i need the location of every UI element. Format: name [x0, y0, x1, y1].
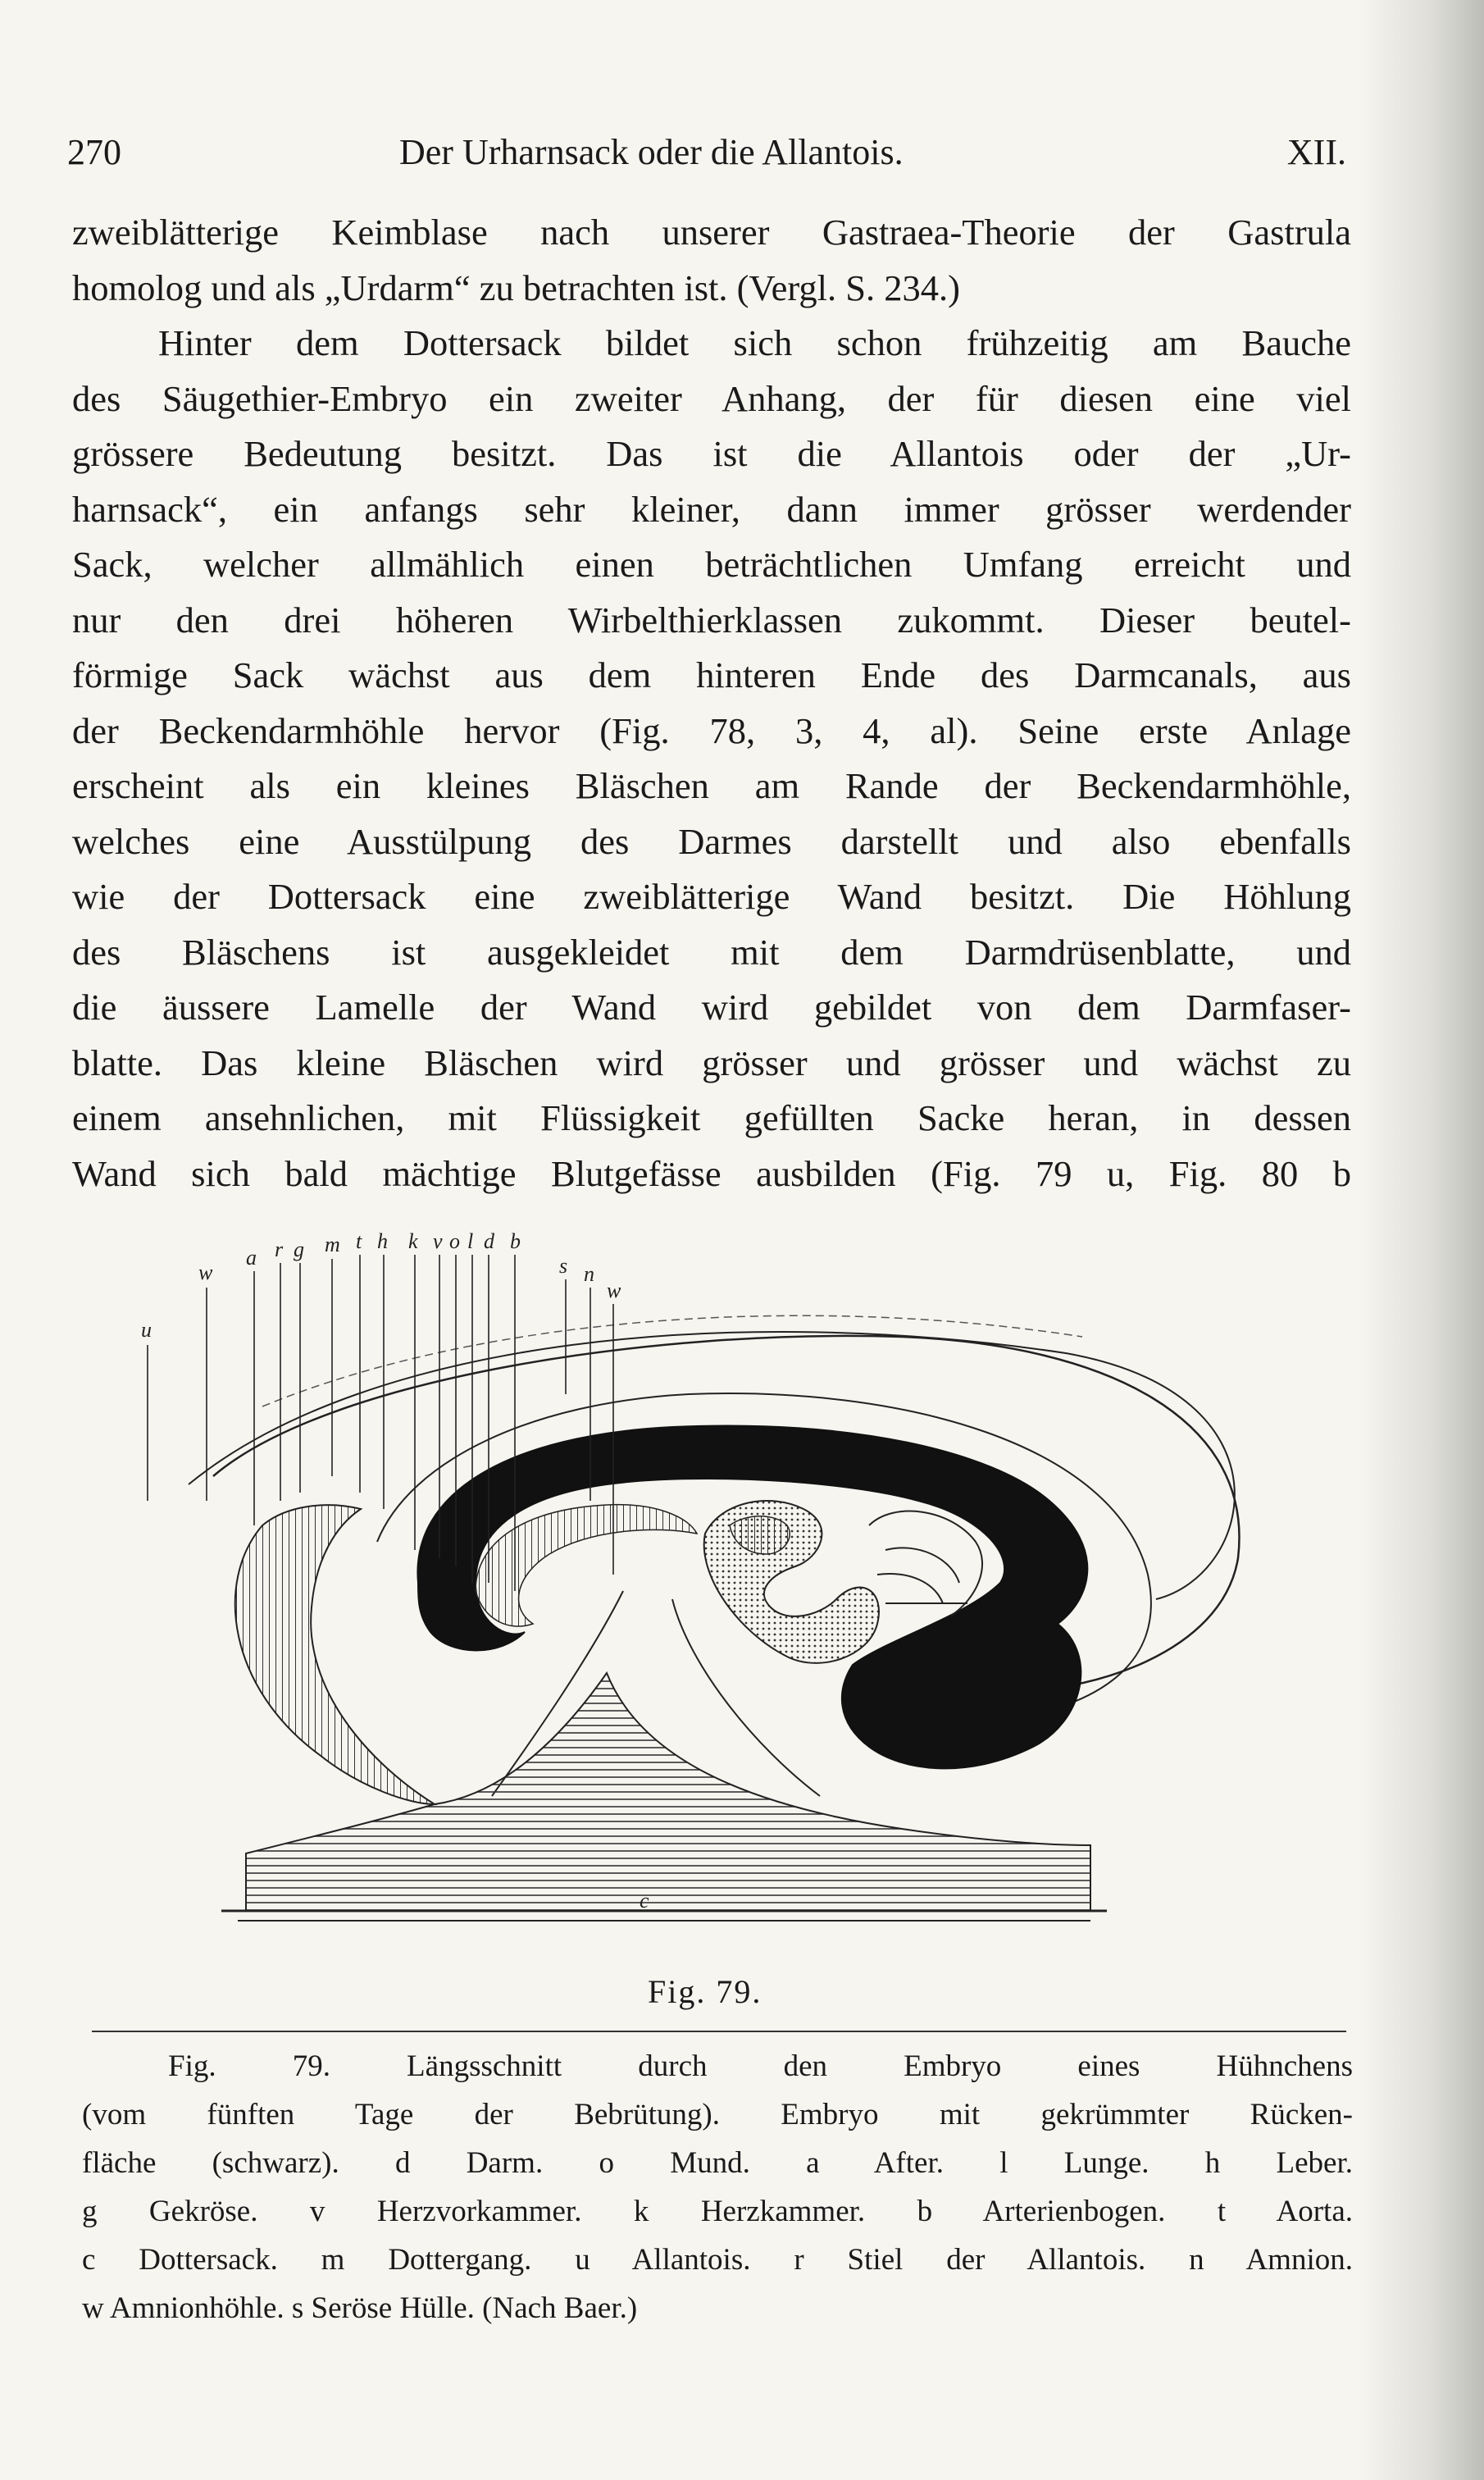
body-line: förmige Sack wächst aus dem hinteren Ende des Darmcanals, aus — [72, 654, 1351, 695]
chapter-number: XII. — [1286, 132, 1346, 172]
body-line: Wand sich bald mächtige Blutgefässe ausbilden (Fig. 79 u, Fig. 80 b — [72, 1152, 1351, 1194]
fig-label-t: t — [356, 1229, 362, 1253]
running-header — [67, 131, 1346, 180]
body-line: einem ansehnlichen, mit Flüssigkeit gefüllten Sacke heran, in dessen — [72, 1097, 1351, 1138]
caption-line: (vom fünften Tage der Bebrütung). Embryo mit gekrümmter Rücken- — [82, 2098, 1353, 2131]
body-line: erscheint als ein kleines Bläschen am Rande der Beckendarmhöhle, — [72, 765, 1351, 806]
body-line: zweiblätterige Keimblase nach unserer Gastraea-Theorie der Gastrula — [72, 212, 1351, 253]
caption-line: fläche (schwarz). d Darm. o Mund. a After. l Lunge. h Leber. — [82, 2146, 1353, 2180]
fig-label-w2: w — [607, 1279, 621, 1302]
body-line: welches eine Ausstülpung des Darmes darstellt und also ebenfalls — [72, 820, 1351, 862]
page-number: 270 — [67, 132, 121, 172]
body-line: des Bläschens ist ausgekleidet mit dem Darmdrüsenblatte, und — [72, 931, 1351, 973]
fig-label-n: n — [584, 1262, 594, 1286]
body-line: wie der Dottersack eine zweiblätterige Wand besitzt. Die Höhlung — [72, 876, 1351, 917]
body-line: homolog und als „Urdarm“ zu betrachten ist. (Vergl. S. 234.) — [72, 267, 960, 308]
fig-label-m: m — [325, 1233, 340, 1256]
fig-label-c: c — [640, 1889, 649, 1912]
body-line: grössere Bedeutung besitzt. Das ist die Allantois oder der „Ur- — [72, 433, 1351, 474]
fig-label-b: b — [510, 1229, 521, 1253]
figure-caption — [82, 2042, 1353, 2332]
fig-label-r: r — [275, 1238, 284, 1261]
fig-label-o: o — [449, 1229, 460, 1253]
fig-label-v: v — [433, 1229, 443, 1253]
scan-edge-shadow — [1361, 0, 1484, 2480]
body-line: die äussere Lamelle der Wand wird gebildet von dem Darmfaser- — [72, 987, 1351, 1028]
fig-label-d: d — [484, 1229, 494, 1253]
body-line: nur den drei höheren Wirbelthierklassen zukommt. Dieser beutel- — [72, 599, 1351, 641]
body-line: der Beckendarmhöhle hervor (Fig. 78, 3, 4, al). Seine erste Anlage — [72, 709, 1351, 751]
body-line: harnsack“, ein anfangs sehr kleiner, dann immer grösser werdender — [72, 488, 1351, 530]
body-line: Sack, welcher allmählich einen beträchtlichen Umfang erreicht und — [72, 544, 1351, 585]
caption-line: Fig. 79. Längsschnitt durch den Embryo eines Hühnchens — [168, 2049, 1353, 2083]
fig-label-u: u — [141, 1318, 152, 1342]
caption-line: g Gekröse. v Herzvorkammer. k Herzkammer. b Arterienbogen. t Aorta. — [82, 2195, 1353, 2228]
caption-line: w Amnionhöhle. s Seröse Hülle. (Nach Baer.) — [82, 2291, 638, 2325]
caption-line: c Dottersack. m Dottergang. u Allantois. r Stiel der Allantois. n Amnion. — [82, 2243, 1353, 2277]
embryo-section-figure — [141, 1229, 1328, 1968]
body-line: des Säugethier-Embryo ein zweiter Anhang, der für diesen eine viel — [72, 377, 1351, 419]
allantois-shape — [235, 1505, 435, 1804]
fig-label-a: a — [246, 1246, 257, 1270]
fig-label-w: w — [198, 1261, 213, 1284]
running-title: Der Urharnsack oder die Allantois. — [399, 132, 904, 172]
fig-label-g: g — [294, 1238, 304, 1261]
body-text — [72, 205, 1351, 1201]
fig-label-k: k — [408, 1229, 418, 1253]
fig-label-l: l — [467, 1229, 474, 1253]
fig-label-s: s — [559, 1254, 568, 1278]
body-line: Hinter dem Dottersack bildet sich schon frühzeitig am Bauche — [158, 322, 1351, 363]
figure-label: Fig. 79. — [648, 1973, 762, 2010]
fig-label-h: h — [377, 1229, 388, 1253]
body-line: blatte. Das kleine Bläschen wird grösser und grösser und wächst zu — [72, 1042, 1351, 1083]
caption-rule — [92, 2031, 1346, 2032]
